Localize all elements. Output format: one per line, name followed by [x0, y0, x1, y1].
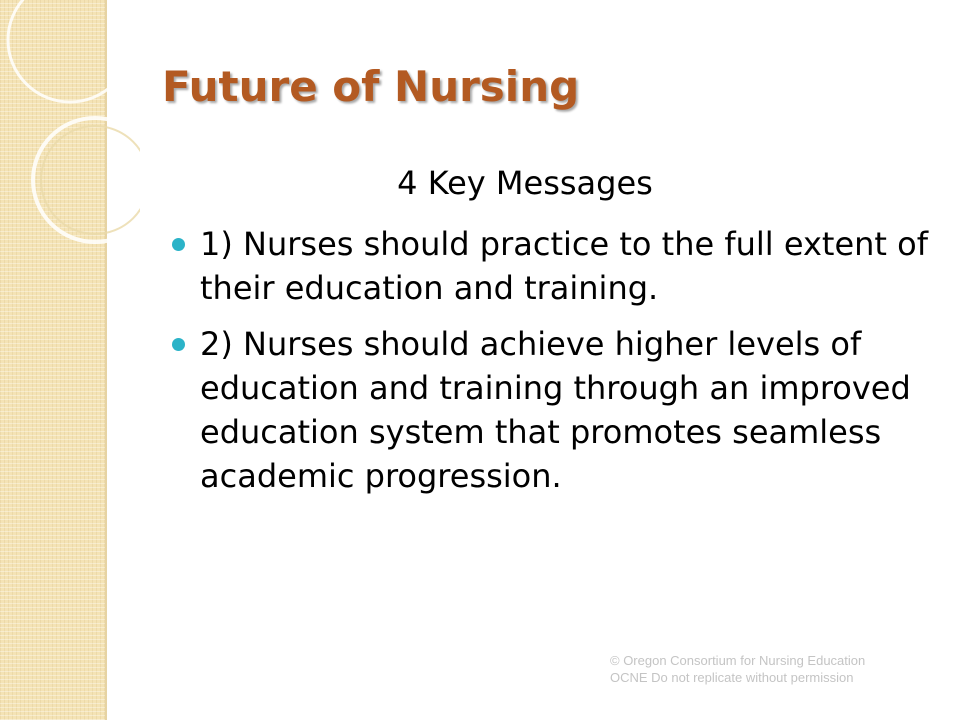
- key-messages-list: [172, 222, 932, 510]
- bullet-dot-icon: [172, 238, 185, 251]
- decorative-circles: [0, 0, 140, 260]
- bullet-text: 1) Nurses should practice to the full extent of their education and training.: [200, 225, 928, 307]
- bullet-text: 2) Nurses should achieve higher levels of education and training through an improved education system that promotes seamless academic progression.: [200, 325, 911, 495]
- bullet-dot-icon: [172, 338, 185, 351]
- list-item: [172, 222, 932, 310]
- copyright-footer: © Oregon Consortium for Nursing Education OCNE Do not replicate without permission: [610, 653, 866, 685]
- slide-title: Future of Nursing: [162, 62, 580, 111]
- slide-subtitle: 4 Key Messages: [397, 164, 653, 202]
- list-item: [172, 322, 932, 498]
